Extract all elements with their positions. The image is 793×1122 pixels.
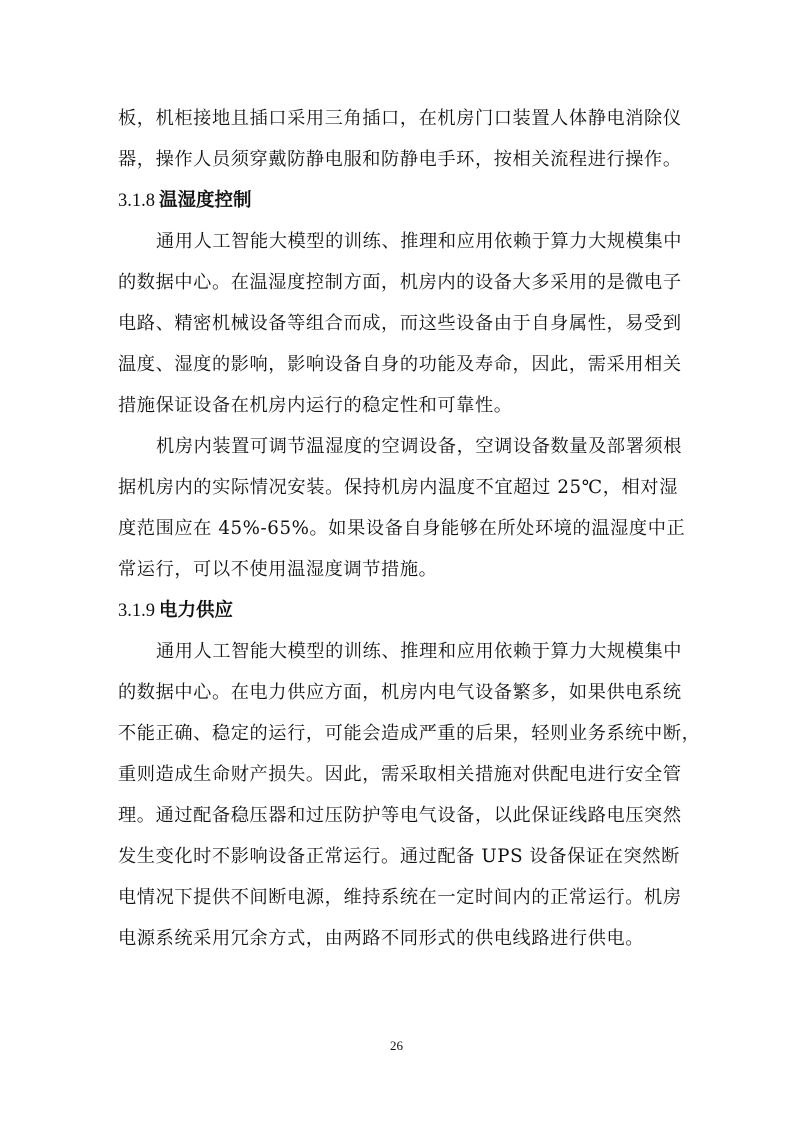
paragraph-line: 发生变化时不影响设备正常运行。通过配备 UPS 设备保证在突然断 [118, 846, 680, 867]
paragraph-line: 通用人工智能大模型的训练、推理和应用依赖于算力大规模集中 [156, 231, 683, 252]
paragraph-line: 温度、湿度的影响，影响设备自身的功能及寿命，因此，需采用相关 [118, 354, 682, 375]
section-title: 电力供应 [159, 600, 234, 621]
paragraph-line: 电路、精密机械设备等组合而成，而这些设备由于自身属性，易受到 [118, 313, 682, 334]
paragraph-line: 重则造成生命财产损失。因此，需采取相关措施对供配电进行安全管 [118, 764, 682, 785]
document-page [118, 98, 701, 959]
section-number: 3.1.8 [118, 191, 155, 211]
paragraph-temperature-2 [118, 426, 686, 590]
section-number: 3.1.9 [118, 601, 155, 621]
paragraph-line: 不能正确、稳定的运行，可能会造成严重的后果，轻则业务系统中断， [118, 723, 701, 744]
section-heading-3-1-8 [118, 180, 678, 221]
paragraph-line: 通用人工智能大模型的训练、推理和应用依赖于算力大规模集中 [156, 641, 683, 662]
paragraph-line: 据机房内的实际情况安装。保持机房内温度不宜超过 25℃，相对湿 [118, 477, 678, 498]
section-heading-3-1-9 [118, 590, 678, 631]
paragraph-line: 常运行，可以不使用温湿度调节措施。 [118, 559, 438, 580]
section-title: 温湿度控制 [159, 190, 252, 211]
continued-paragraph [118, 98, 682, 180]
paragraph-line: 电源系统采用冗余方式，由两路不同形式的供电线路进行供电。 [118, 928, 645, 949]
paragraph-temperature-1 [118, 221, 683, 426]
paragraph-line: 机房内装置可调节温湿度的空调设备，空调设备数量及部署须根 [156, 436, 683, 457]
paragraph-line: 器，操作人员须穿戴防静电服和防静电手环，按相关流程进行操作。 [118, 149, 682, 170]
paragraph-power-1 [118, 631, 701, 959]
paragraph-line: 度范围应在 45%-65%。如果设备自身能够在所处环境的温湿度中正 [118, 518, 686, 539]
paragraph-line: 措施保证设备在机房内运行的稳定性和可靠性。 [118, 395, 513, 416]
page-number: 26 [390, 1038, 403, 1053]
paragraph-line: 电情况下提供不间断电源，维持系统在一定时间内的正常运行。机房 [118, 887, 682, 908]
paragraph-line: 的数据中心。在温湿度控制方面，机房内的设备大多采用的是微电子 [118, 272, 682, 293]
paragraph-line: 理。通过配备稳压器和过压防护等电气设备，以此保证线路电压突然 [118, 805, 682, 826]
paragraph-line: 的数据中心。在电力供应方面，机房内电气设备繁多，如果供电系统 [118, 682, 682, 703]
paragraph-line: 板，机柜接地且插口采用三角插口，在机房门口装置人体静电消除仪 [118, 108, 682, 129]
